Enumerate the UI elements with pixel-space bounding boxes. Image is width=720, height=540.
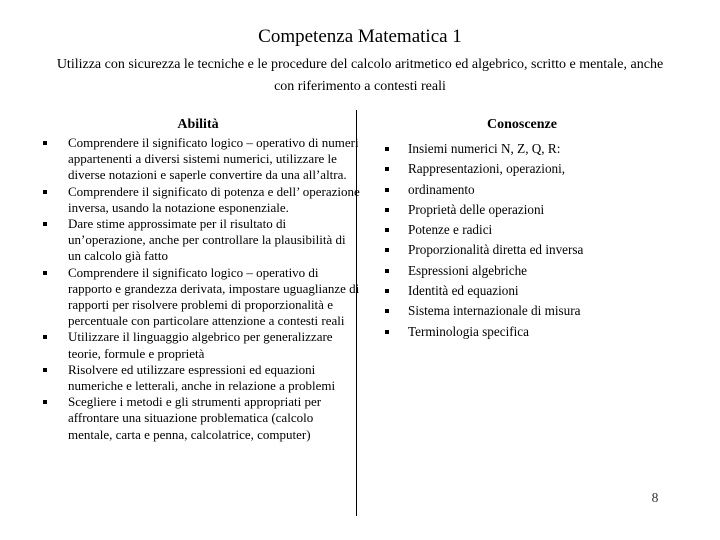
knowledge-item-text: Proporzionalità diretta ed inversa: [408, 242, 584, 258]
list-item: [376, 159, 668, 179]
list-item: [376, 180, 668, 200]
square-bullet-icon: [385, 188, 389, 192]
knowledge-item-text: Terminologia specifica: [408, 323, 530, 339]
list-item: [36, 394, 360, 443]
list-item: [36, 265, 360, 330]
list-item: [376, 322, 668, 342]
knowledge-item-text: Espressioni algebriche: [408, 262, 528, 278]
knowledge-list: [376, 139, 668, 342]
square-bullet-icon: [43, 400, 47, 404]
list-item: [36, 135, 360, 184]
list-item: [376, 240, 668, 260]
knowledge-column: [376, 116, 668, 342]
list-item: [36, 329, 360, 361]
knowledge-item-text: Proprietà delle operazioni: [408, 201, 545, 217]
knowledge-item-text: Identità ed equazioni: [408, 283, 519, 299]
list-item: [376, 261, 668, 281]
ability-item-text: Scegliere i metodi e gli strumenti appropriati per affrontare una situazione problematica (calcolo mentale, carta e penna, calcolatrice, computer): [68, 394, 322, 442]
square-bullet-icon: [385, 248, 389, 252]
slide-subtitle: Utilizza con sicurezza le tecniche e le procedure del calcolo aritmetico ed algebrico, scritto e mentale, anche con riferimento a contesti reali: [56, 57, 664, 94]
square-bullet-icon: [43, 368, 47, 372]
square-bullet-icon: [385, 147, 389, 151]
list-item: [376, 281, 668, 301]
square-bullet-icon: [43, 190, 47, 194]
ability-item-text: Utilizzare il linguaggio algebrico per generalizzare teorie, formule e proprietà: [68, 329, 333, 361]
square-bullet-icon: [385, 330, 389, 334]
list-item: [36, 362, 360, 394]
square-bullet-icon: [43, 141, 47, 145]
abilities-column-header: Abilità: [177, 117, 219, 132]
knowledge-item-text: ordinamento: [408, 181, 475, 197]
ability-item-text: Risolvere ed utilizzare espressioni ed equazioni numeriche e letterali, anche in relazione a problemi: [68, 361, 336, 394]
ability-item-text: Comprendere il significato di potenza e dell’ operazione inversa, usando la notazione esponenziale.: [68, 183, 360, 215]
list-item: [376, 139, 668, 159]
square-bullet-icon: [385, 269, 389, 273]
square-bullet-icon: [43, 271, 47, 275]
list-item: [36, 184, 360, 216]
knowledge-column-header: Conoscenze: [487, 117, 557, 132]
square-bullet-icon: [43, 222, 47, 226]
knowledge-item-text: Sistema internazionale di misura: [408, 303, 581, 319]
list-item: [376, 220, 668, 240]
ability-item-text: Comprendere il significato logico – operativo di numeri appartenenti a diversi sistemi numerici, utilizzare le diverse notazioni e saperle convertire da una all’altra.: [68, 135, 359, 183]
list-item: [376, 200, 668, 220]
knowledge-item-text: Insiemi numerici N, Z, Q, R:: [408, 141, 561, 156]
square-bullet-icon: [385, 289, 389, 293]
list-item: [36, 216, 360, 265]
page-number: 8: [651, 490, 659, 505]
ability-item-text: Comprendere il significato logico – operativo di rapporto e grandezza derivata, impostare uguaglianze di rapporti per risolvere problemi di proporzionalità e percentuale con particolare attenzione a contesti reali: [68, 264, 360, 329]
slide-title: Competenza Matematica 1: [258, 26, 462, 47]
square-bullet-icon: [43, 335, 47, 339]
square-bullet-icon: [385, 208, 389, 212]
list-item: [376, 301, 668, 321]
abilities-list: [36, 135, 360, 443]
abilities-column: [36, 116, 360, 443]
square-bullet-icon: [385, 309, 389, 313]
ability-item-text: Dare stime approssimate per il risultato di un’operazione, anche per controllare la plausibilità di un calcolo già fatto: [68, 216, 346, 264]
square-bullet-icon: [385, 228, 389, 232]
knowledge-item-text: Rappresentazioni, operazioni,: [408, 161, 566, 177]
square-bullet-icon: [385, 167, 389, 171]
knowledge-item-text: Potenze e radici: [408, 222, 493, 238]
